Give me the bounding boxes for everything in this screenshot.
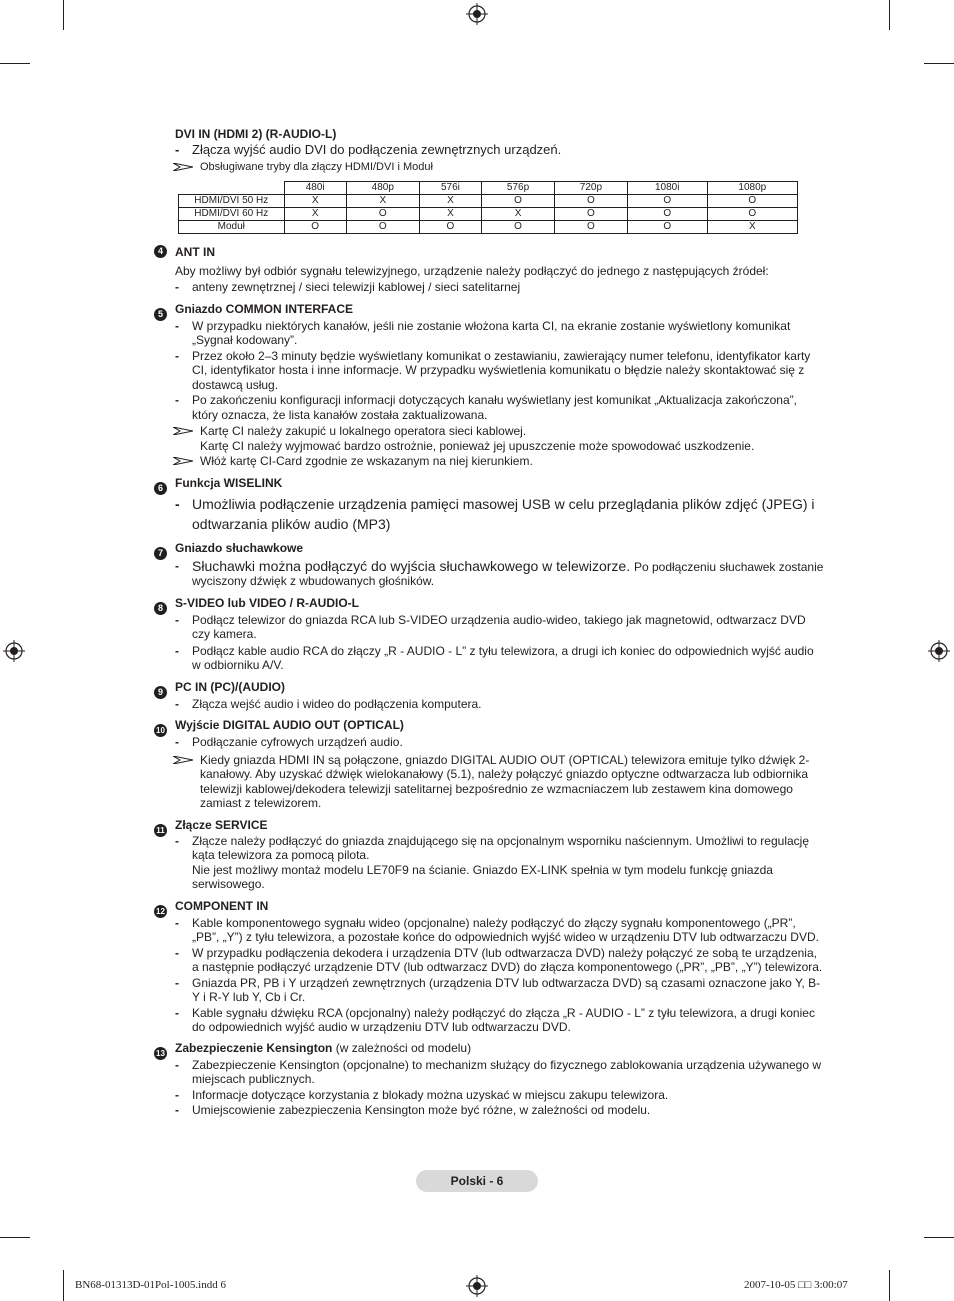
bullet-item: - Złącza wejść audio i wideo do podłączenia komputera. bbox=[175, 696, 482, 711]
section-number-badge: 10 bbox=[154, 724, 167, 737]
section-number-badge: 11 bbox=[154, 824, 167, 837]
table-cell: 576i bbox=[419, 181, 481, 194]
note: Włóż kartę CI-Card zgodnie ze wskazanym na niej kierunkiem. bbox=[175, 454, 825, 469]
section-title: ANT IN bbox=[175, 244, 215, 259]
bullet-item: - Podłączanie cyfrowych urządzeń audio. bbox=[175, 735, 403, 749]
bullet-item: - Kable sygnału dźwięku RCA (opcjonalny) należy podłączyć do złącza „R - AUDIO - L” z tyłu telewizora, a drugi koniec do odpowiednich wyjść audio w urządzeniu DTV lub odtwarzaczu DVD. bbox=[175, 1005, 815, 1034]
table-cell: X bbox=[419, 207, 481, 220]
section-title: Zabezpieczenie Kensington (w zależności od modelu) bbox=[175, 1040, 472, 1055]
note-arrow-icon bbox=[173, 457, 193, 465]
section-number-badge: 7 bbox=[154, 547, 167, 560]
table-cell: X bbox=[346, 194, 419, 207]
table-cell: 480p bbox=[346, 181, 419, 194]
table-cell: 720p bbox=[554, 181, 627, 194]
section-number-badge: 8 bbox=[154, 602, 167, 615]
bullet-item: - Podłącz telewizor do gniazda RCA lub S-VIDEO urządzenia audio-wideo, takiego jak magnetowid, odtwarzacz DVD czy kamera. bbox=[175, 612, 806, 641]
table-cell: O bbox=[627, 194, 707, 207]
bullet-item: - Kable komponentowego sygnału wideo (opcjonalne) należy podłączyć do złączy sygnału komponentowego („PR”, „PB”, „Y”) z tyłu telewizora, a pozostałe końce do odpowiednich wyjść wideo w urządzeniu DTV lub odtwarzaczu DVD. bbox=[175, 915, 819, 944]
section-title: DVI IN (HDMI 2) (R-AUDIO-L) bbox=[175, 127, 337, 141]
paragraph: Aby możliwy był odbiór sygnału telewizyjnego, urządzenie należy podłączyć do jednego z następujących źródeł: bbox=[175, 263, 769, 278]
crop-mark bbox=[63, 1270, 64, 1301]
section-s-video bbox=[157, 595, 825, 673]
crop-mark bbox=[0, 1237, 30, 1238]
page-content bbox=[156, 126, 825, 1118]
table-cell: O bbox=[482, 220, 555, 233]
section-ant-in bbox=[157, 244, 825, 295]
table-cell: X bbox=[284, 194, 346, 207]
section-service bbox=[156, 817, 825, 892]
table-cell: HDMI/DVI 60 Hz bbox=[179, 207, 285, 220]
crop-mark bbox=[924, 63, 954, 64]
section-title: COMPONENT IN bbox=[175, 898, 269, 913]
bullet-item: - W przypadku niektórych kanałów, jeśli nie zostanie włożona karta CI, na ekranie zostanie wyświetlony komunikat „Sygnał kodowany”. bbox=[175, 318, 791, 347]
bullet-item: - Złącza wyjść audio DVI do podłączenia zewnętrznych urządzeń. bbox=[175, 142, 562, 157]
section-headphones bbox=[157, 540, 825, 589]
table-cell: X bbox=[707, 220, 797, 233]
table-cell: O bbox=[346, 207, 419, 220]
section-kensington bbox=[156, 1040, 825, 1118]
section-title: Gniazdo słuchawkowe bbox=[175, 540, 304, 555]
section-common-interface bbox=[157, 301, 825, 469]
page-number-label: Polski - 6 bbox=[416, 1170, 538, 1192]
table-header-row bbox=[179, 181, 798, 194]
section-number-badge: 9 bbox=[154, 686, 167, 699]
table-cell: O bbox=[554, 220, 627, 233]
table-cell: X bbox=[284, 207, 346, 220]
bullet-item: - Gniazda PR, PB i Y urządzeń zewnętrznych (urządzenia DTV lub odtwarzacza DVD) są czasami oznaczone jako Y, B-Y i R-Y lub Y, Cb i Cr. bbox=[175, 975, 821, 1004]
section-title: Wyjście DIGITAL AUDIO OUT (OPTICAL) bbox=[175, 718, 404, 732]
table-cell: O bbox=[346, 220, 419, 233]
table-cell bbox=[179, 181, 285, 194]
bullet-item: - Słuchawki można podłączyć do wyjścia słuchawkowego w telewizorze. Po podłączeniu słuchawek zostanie wyciszony dźwięk z wbudowanych głośników. bbox=[175, 557, 824, 588]
section-number-badge: 5 bbox=[154, 308, 167, 321]
bullet-item: - Złącze należy podłączyć do gniazda znajdującego się na opcjonalnym wsporniku naściennym. Umożliwi to regulację kąta telewizora za pomocą pilota. Nie jest możliwy montaż modelu LE70F9 na ścianie. Gniazdo EX-LINK spełnia w tym modelu funkcję gniazda serwisowego. bbox=[175, 833, 809, 891]
bullet-item: - Umożliwia podłączenie urządzenia pamięci masowej USB w celu przeglądania plików zdjęć (JPEG) i odtwarzania plików audio (MP3) bbox=[175, 495, 815, 532]
section-pc-in bbox=[157, 679, 825, 712]
table-cell: 1080p bbox=[707, 181, 797, 194]
table-cell: 480i bbox=[284, 181, 346, 194]
section-title: S-VIDEO lub VIDEO / R-AUDIO-L bbox=[175, 595, 360, 610]
section-number-badge: 4 bbox=[154, 245, 167, 258]
table-cell: O bbox=[284, 220, 346, 233]
section-title: Gniazdo COMMON INTERFACE bbox=[175, 301, 353, 316]
section-title: PC IN (PC)/(AUDIO) bbox=[175, 679, 285, 694]
table-row bbox=[179, 207, 798, 220]
table-row bbox=[179, 194, 798, 207]
note-arrow-icon bbox=[173, 427, 193, 435]
section-number-badge: 13 bbox=[154, 1047, 167, 1060]
table-cell: HDMI/DVI 50 Hz bbox=[179, 194, 285, 207]
table-cell: O bbox=[627, 207, 707, 220]
registration-mark-icon bbox=[466, 3, 488, 25]
bullet-item: - Informacje dotyczące korzystania z blokady można uzyskać w miejscu zakupu telewizora. bbox=[175, 1087, 669, 1102]
section-number-badge: 12 bbox=[154, 905, 167, 918]
bullet-item: - W przypadku podłączenia dekodera i urządzenia DTV (lub odtwarzacza DVD) należy połączyć ze sobą te urządzenia, a następnie podłączyć urządzenie DTV (lub odtwarzacz DVD) do złącza komponentowego („PR”, „PB”, „Y”) telewizora. bbox=[175, 945, 823, 974]
section-title: Złącze SERVICE bbox=[175, 817, 268, 832]
timestamp-slug: 2007-10-05 □□ 3:00:07 bbox=[744, 1279, 848, 1291]
bullet-item: - Po zakończeniu konfiguracji informacji dotyczących kanału wyświetlany jest komunikat „Aktualizacja zakończona”, który oznacza, że lista kanałów została zaktualizowana. bbox=[175, 393, 797, 422]
section-component-in bbox=[156, 898, 825, 1034]
section-number-badge: 6 bbox=[154, 482, 167, 495]
table-cell: X bbox=[419, 194, 481, 207]
bullet-item: - Zabezpieczenie Kensington (opcjonalne) to mechanizm służący do fizycznego zablokowania urządzenia używanego w miejscach publicznych. bbox=[175, 1057, 822, 1086]
table-cell: O bbox=[554, 207, 627, 220]
table-cell: O bbox=[482, 194, 555, 207]
table-cell: O bbox=[707, 194, 797, 207]
crop-mark bbox=[889, 1270, 890, 1301]
note: Obsługiwane tryby dla złączy HDMI/DVI i Moduł bbox=[175, 160, 825, 175]
bullet-item: - anteny zewnętrznej / sieci telewizji kablowej / sieci satelitarnej bbox=[175, 280, 521, 294]
supported-modes-table bbox=[178, 181, 798, 234]
bullet-item: - Podłącz kable audio RCA do złączy „R - AUDIO - L” z tyłu telewizora, a drugi ich koniec do odpowiednich wyjść audio w odbiorniku A/V. bbox=[175, 643, 814, 672]
table-cell: Moduł bbox=[179, 220, 285, 233]
table-cell: 576p bbox=[482, 181, 555, 194]
crop-mark bbox=[924, 1237, 954, 1238]
table-cell: O bbox=[627, 220, 707, 233]
table-cell: 1080i bbox=[627, 181, 707, 194]
table-row bbox=[179, 220, 798, 233]
crop-mark bbox=[0, 63, 30, 64]
table-cell: O bbox=[707, 207, 797, 220]
note-arrow-icon bbox=[173, 756, 193, 764]
table-cell: X bbox=[482, 207, 555, 220]
section-wiselink bbox=[157, 475, 825, 534]
file-slug: BN68-01313D-01Pol-1005.indd 6 bbox=[75, 1279, 226, 1291]
note: Kiedy gniazda HDMI IN są połączone, gniazdo DIGITAL AUDIO OUT (OPTICAL) telewizora emituje tylko dźwięk 2-kanałowy. Aby uzyskać dźwięk wielokanałowy (5.1), należy połączyć gniazdo optyczne odtwarzacza lub odbiornika telewizji kablowej/dekodera telewizji satelitarnej bezpośrednio ze wzmacniaczem lub zestawem kina domowego zamiast z telewizorem. bbox=[175, 753, 825, 811]
registration-mark-icon bbox=[928, 640, 950, 662]
table-cell: O bbox=[554, 194, 627, 207]
note-arrow-icon bbox=[173, 163, 193, 171]
crop-mark bbox=[889, 0, 890, 30]
bullet-item: - Umiejscowienie zabezpieczenia Kensington może być różne, w zależności od modelu. bbox=[175, 1103, 651, 1117]
bullet-item: - Przez około 2–3 minuty będzie wyświetlany komunikat o zestawianiu, zawierający numer telefonu, identyfikator karty CI, identyfikator hosta i inne informacje. W przypadku wyświetlenia komunikatu o błędzie należy skontaktować się z dostawcą usług. bbox=[175, 348, 811, 392]
crop-mark bbox=[63, 0, 64, 30]
table-cell: O bbox=[419, 220, 481, 233]
registration-mark-icon bbox=[3, 640, 25, 662]
section-digital-audio-out bbox=[156, 717, 825, 811]
section-title: Funkcja WISELINK bbox=[175, 475, 283, 490]
note: Kartę CI należy zakupić u lokalnego operatora sieci kablowej. Kartę CI należy wyjmować bardzo ostrożnie, ponieważ jej upuszczenie może spowodować uszkodzenie. bbox=[175, 424, 825, 453]
registration-mark-icon bbox=[466, 1275, 488, 1297]
